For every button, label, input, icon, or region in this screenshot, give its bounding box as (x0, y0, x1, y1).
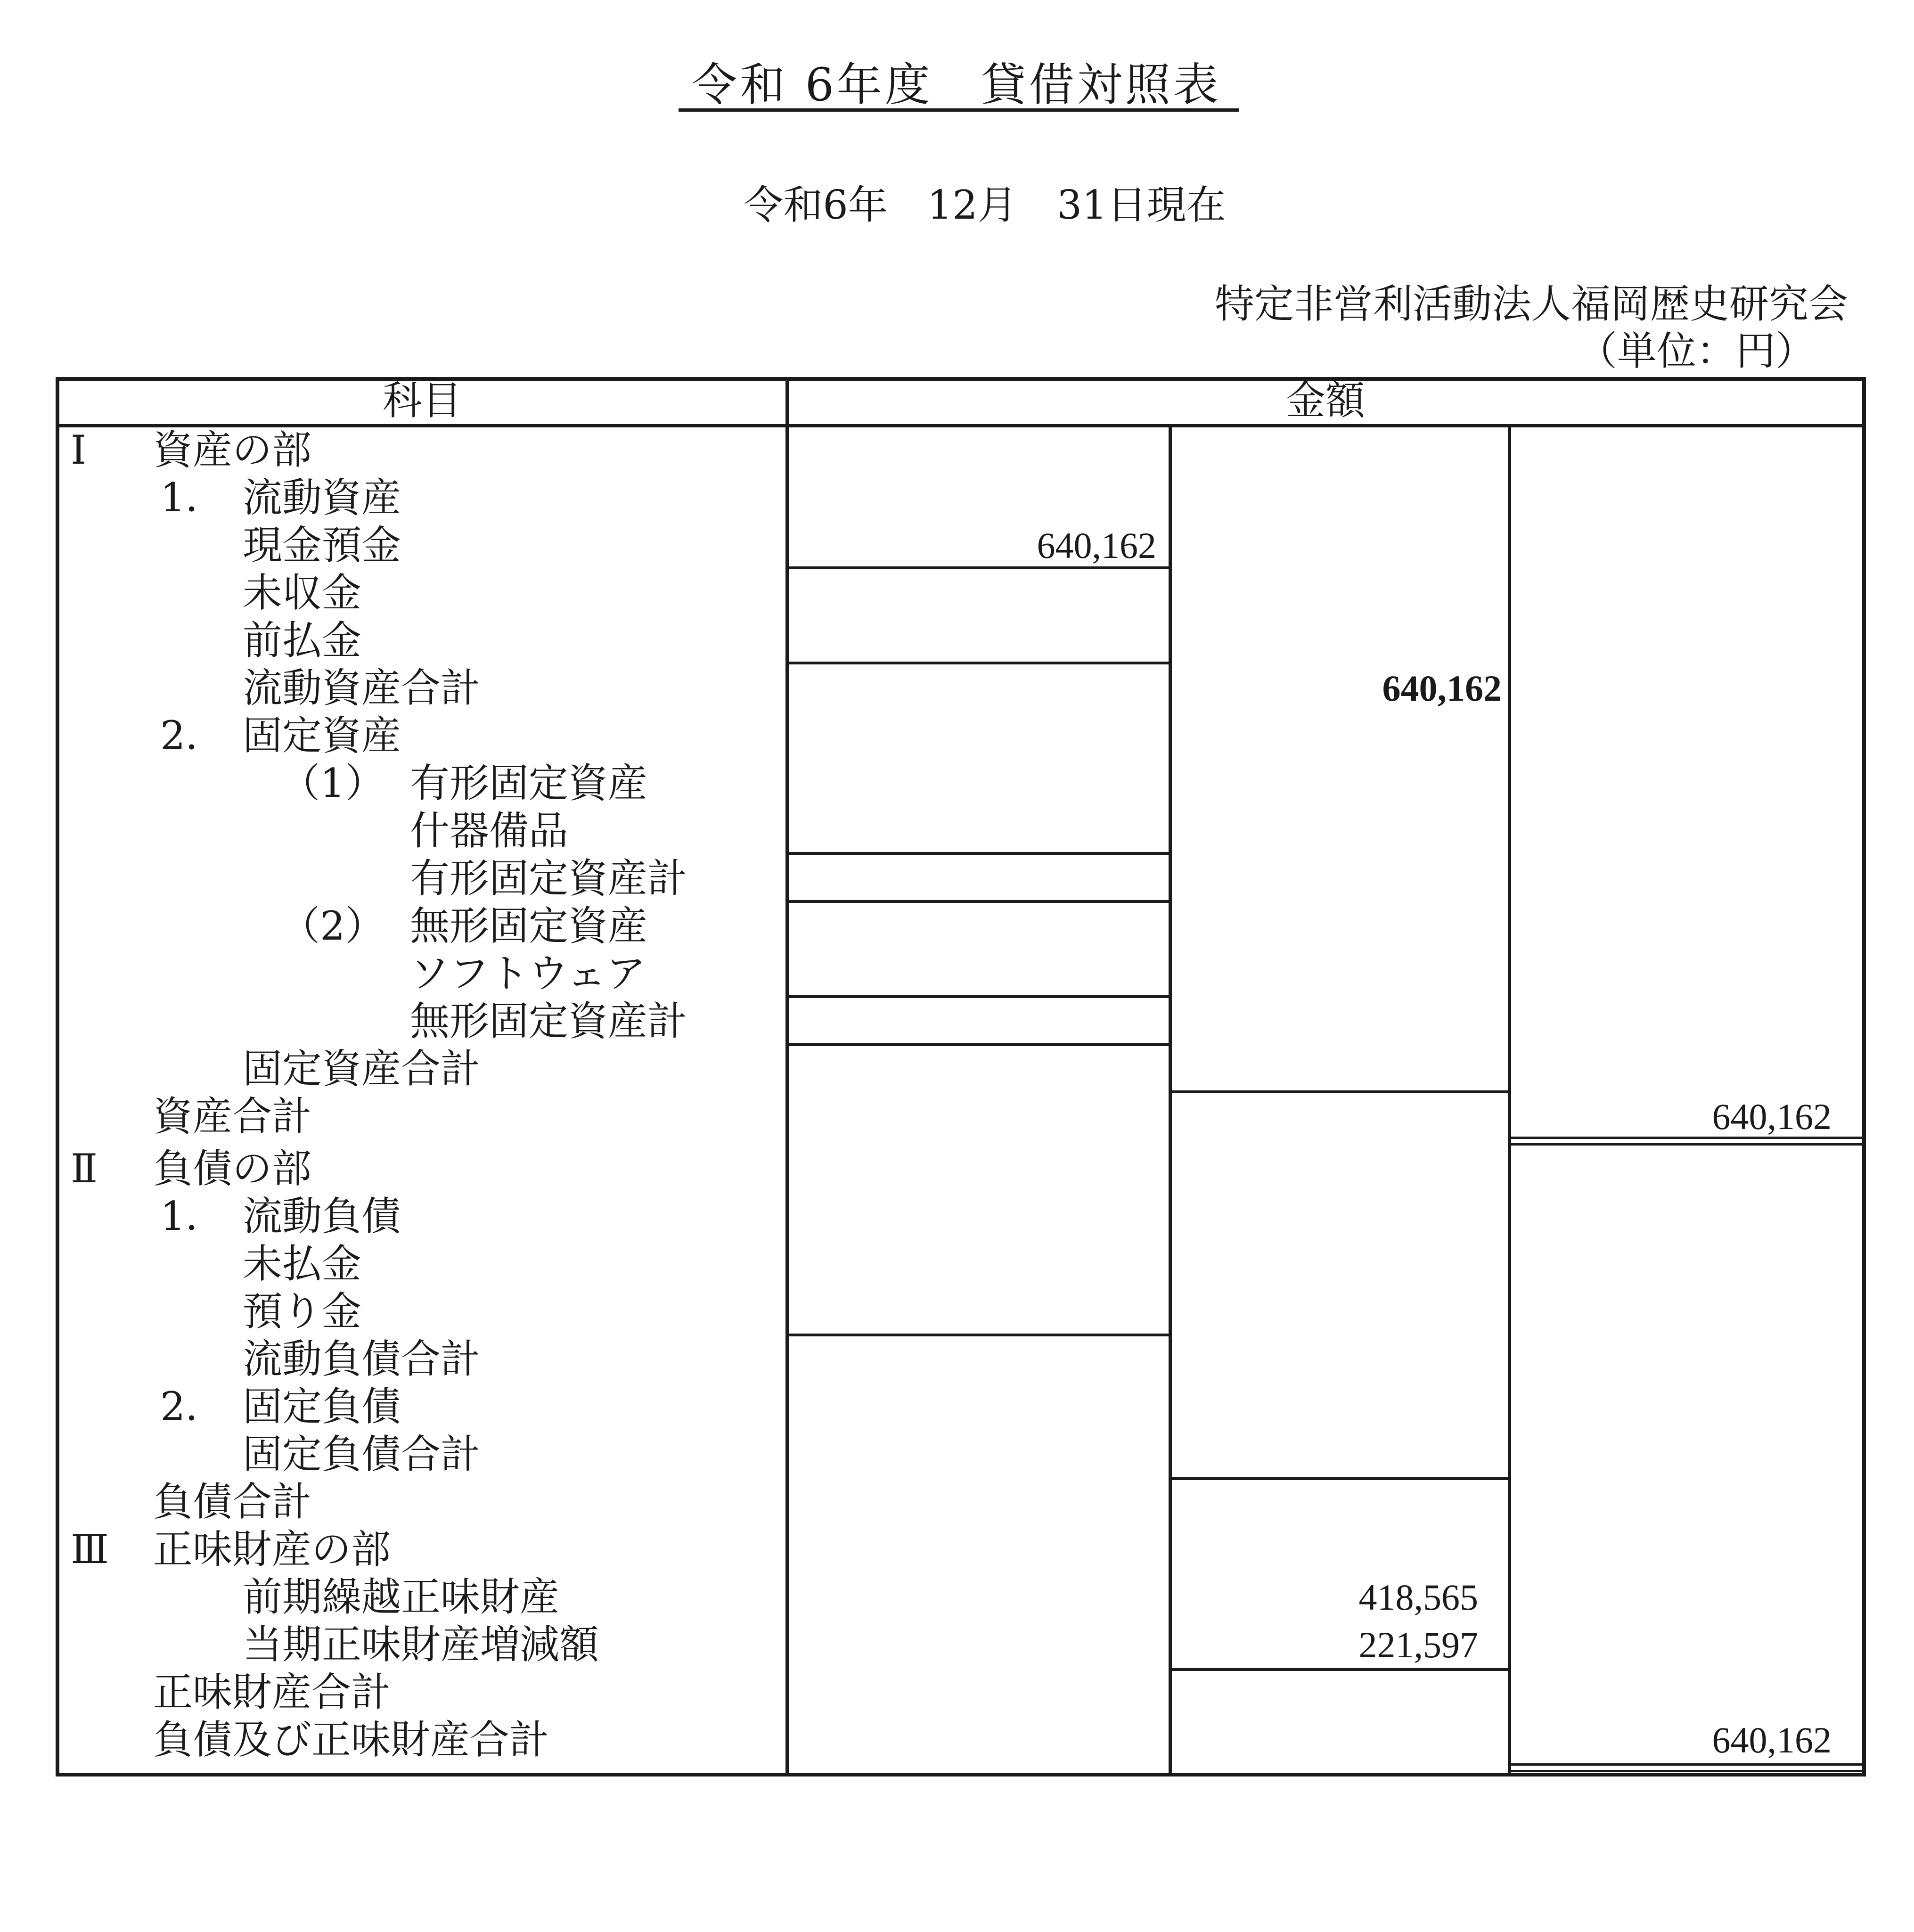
col1-rule (789, 662, 1169, 664)
col2-rule (1172, 1090, 1508, 1093)
amount-net-assets-change: 221,597 (1358, 1624, 1478, 1665)
unit-label: （単位：円） (1577, 328, 1815, 374)
row-label: 流動負債 (243, 1193, 401, 1239)
row-label: ソフトウェア (410, 950, 646, 997)
column-line-subject (785, 377, 789, 1776)
amount-cash: 640,162 (1037, 525, 1156, 566)
organization-name: 特定非営利活動法人福岡歴史研究会 (1214, 281, 1848, 327)
row-num: 2． (160, 712, 225, 759)
amount-prior-net-assets: 418,565 (1358, 1577, 1478, 1618)
row-label: 有形固定資産 (410, 760, 648, 806)
row-label: 負債及び正味財産合計 (153, 1717, 549, 1763)
row-label: 負債合計 (153, 1479, 312, 1525)
row-num: （1） (280, 760, 385, 806)
header-subject: 科目 (382, 377, 462, 424)
column-line-amount-2 (1508, 424, 1511, 1776)
header-amount: 金額 (1285, 377, 1365, 424)
row-label: 流動資産合計 (243, 665, 481, 711)
table-border-bottom (56, 1773, 1866, 1776)
col1-rule (789, 1334, 1169, 1336)
row-label: 流動負債合計 (243, 1336, 481, 1382)
row-label: 固定資産 (243, 712, 401, 759)
row-label: 什器備品 (410, 808, 569, 854)
row-num: （2） (280, 903, 385, 949)
row-label: 前払金 (243, 617, 362, 663)
row-num: 1． (160, 1193, 225, 1239)
row-label: 正味財産の部 (153, 1526, 391, 1572)
table-border-right (1862, 377, 1866, 1776)
row-label: 流動資産 (243, 475, 401, 521)
col1-rule (789, 995, 1169, 998)
col3-double-rule (1511, 1143, 1862, 1146)
document-title: 令和 6年度 貸借対照表 (692, 58, 1221, 111)
row-label: 未収金 (243, 570, 362, 616)
amount-liabilities-and-net-assets-total: 640,162 (1712, 1719, 1832, 1760)
row-num: 2． (160, 1384, 225, 1430)
col3-double-rule (1511, 1770, 1862, 1772)
col1-rule (789, 900, 1169, 903)
row-label: 正味財産合計 (153, 1669, 391, 1715)
row-label: 無形固定資産計 (410, 998, 687, 1044)
amount-total-assets: 640,162 (1712, 1096, 1832, 1137)
row-label: 固定負債 (243, 1384, 401, 1430)
table-border-left (56, 377, 59, 1776)
row-label: 当期正味財産増減額 (243, 1621, 599, 1668)
row-label: 負債の部 (153, 1146, 312, 1192)
column-line-amount-1 (1169, 424, 1172, 1776)
row-label: 前期繰越正味財産 (243, 1574, 560, 1620)
row-label: 有形固定資産計 (410, 855, 687, 901)
col2-rule (1172, 1477, 1508, 1480)
row-num: Ⅲ (71, 1526, 109, 1572)
row-label: 現金預金 (243, 522, 401, 568)
row-label: 資産合計 (153, 1093, 312, 1139)
row-num: 1． (160, 475, 225, 521)
row-label: 固定資産合計 (243, 1046, 481, 1092)
as-of-date: 令和6年 12月 31日現在 (744, 182, 1226, 228)
row-label: 資産の部 (153, 427, 312, 473)
col1-rule (789, 1043, 1169, 1046)
row-label: 預り金 (243, 1288, 362, 1334)
row-label: 無形固定資産 (410, 903, 648, 949)
row-num: Ⅱ (71, 1146, 98, 1192)
title-underline (679, 108, 1239, 112)
amount-current-assets-total: 640,162 (1382, 668, 1502, 709)
row-num: Ⅰ (71, 427, 87, 473)
col1-rule (789, 852, 1169, 855)
row-label: 固定負債合計 (243, 1431, 481, 1477)
row-label: 未払金 (243, 1241, 362, 1287)
